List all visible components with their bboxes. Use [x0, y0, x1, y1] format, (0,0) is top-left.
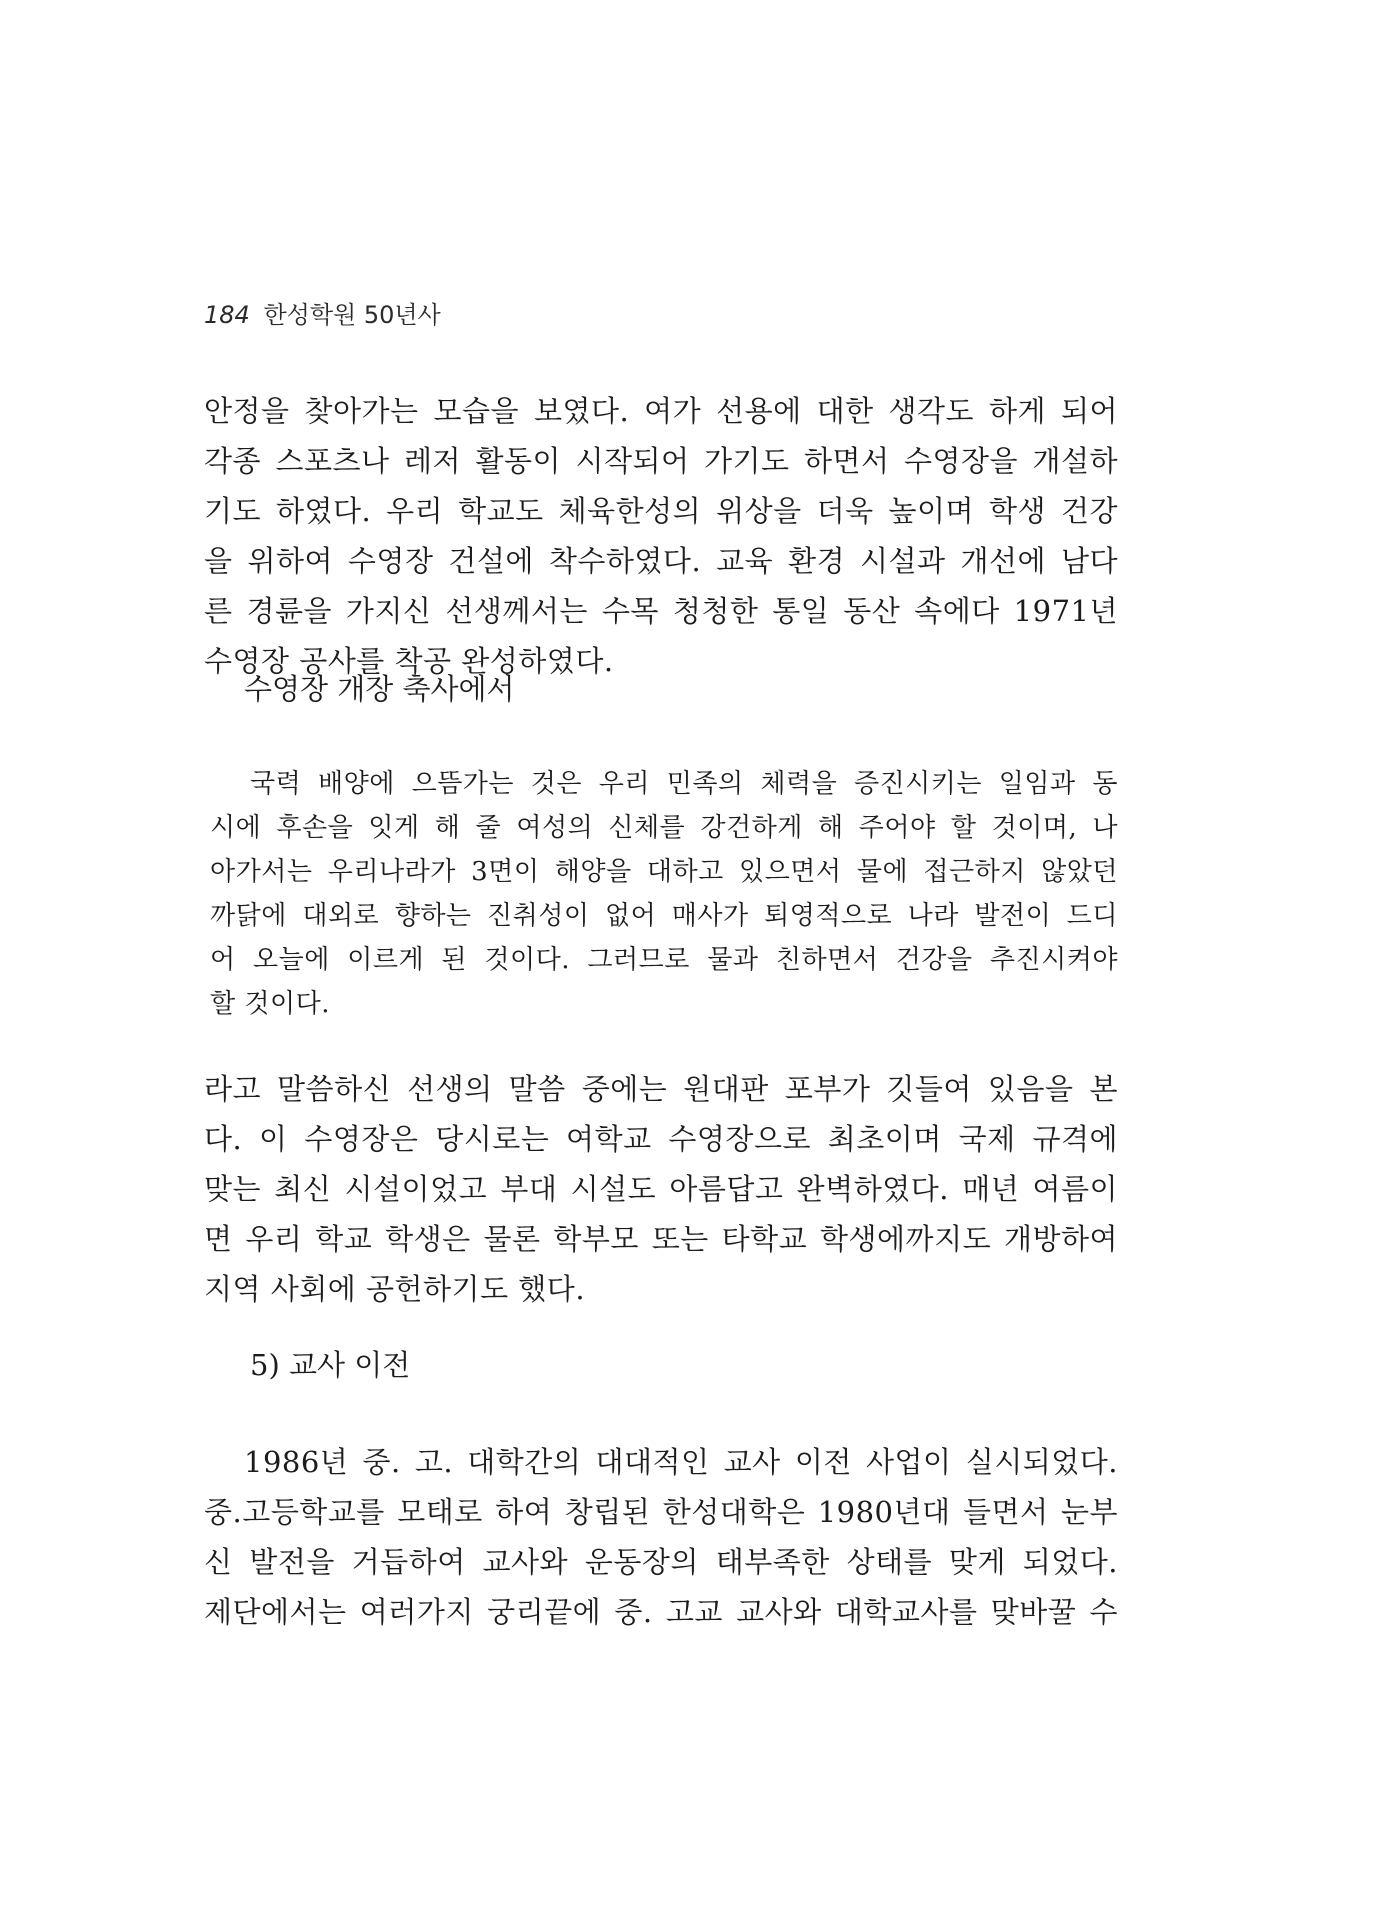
text-line: 맞는 최신 시설이었고 부대 시설도 아름답고 완벽하였다. 매년 여름이 [204, 1172, 1118, 1206]
running-header [204, 295, 441, 330]
text-line: 각종 스포츠나 레저 활동이 시작되어 가기도 하면서 수영장을 개설하 [204, 444, 1118, 478]
paragraph-building-relocation [204, 1437, 1118, 1637]
text-line: 라고 말씀하신 선생의 말씀 중에는 원대판 포부가 깃들여 있음을 본 [204, 1072, 1118, 1106]
paragraph-pool-construction [204, 386, 1118, 686]
text-line: 안정을 찾아가는 모습을 보였다. 여가 선용에 대한 생각도 하게 되어 [204, 394, 1118, 428]
text-line: 다. 이 수영장은 당시로는 여학교 수영장으로 최초이며 국제 규격에 [204, 1122, 1118, 1156]
text-line: 수영장 공사를 착공 완성하였다. [204, 644, 614, 678]
quote-line: 어 오늘에 이르게 된 것이다. 그러므로 물과 친하면서 건강을 추진시켜야 [210, 945, 1118, 975]
book-title: 한성학원 50년사 [263, 301, 441, 329]
quote-line: 아가서는 우리나라가 3면이 해양을 대하고 있으면서 물에 접근하지 않았던 [210, 857, 1118, 887]
text-line: 제단에서는 여러가지 궁리끝에 중. 고교 교사와 대학교사를 맞바꿀 수 [204, 1595, 1118, 1629]
text-line: 1986년 중. 고. 대학간의 대대적인 교사 이전 사업이 실시되었다. [244, 1445, 1118, 1479]
quote-caption: 수영장 개장 축사에서 [244, 672, 515, 706]
paragraph-pool-facility [204, 1064, 1118, 1314]
page-number: 184 [204, 301, 250, 329]
text-line: 기도 하였다. 우리 학교도 체육한성의 위상을 더욱 높이며 학생 건강 [204, 494, 1118, 528]
text-line: 지역 사회에 공헌하기도 했다. [204, 1272, 586, 1306]
block-quote-speech [210, 762, 1118, 1026]
quote-line: 시에 후손을 잇게 해 줄 여성의 신체를 강건하게 해 주어야 할 것이며, 나 [210, 813, 1118, 843]
text-line: 을 위하여 수영장 건설에 착수하였다. 교육 환경 시설과 개선에 남다 [204, 544, 1118, 578]
section-heading: 5) 교사 이전 [250, 1348, 411, 1382]
text-line: 신 발전을 거듭하여 교사와 운동장의 태부족한 상태를 맞게 되었다. [204, 1545, 1118, 1579]
text-line: 중.고등학교를 모태로 하여 창립된 한성대학은 1980년대 들면서 눈부 [204, 1495, 1118, 1529]
text-line: 면 우리 학교 학생은 물론 학부모 또는 타학교 학생에까지도 개방하여 [204, 1222, 1118, 1256]
quote-line: 까닭에 대외로 향하는 진취성이 없어 매사가 퇴영적으로 나라 발전이 드디 [210, 901, 1118, 931]
quote-line: 국력 배양에 으뜸가는 것은 우리 민족의 체력을 증진시키는 일임과 동 [250, 769, 1118, 799]
quote-line: 할 것이다. [210, 989, 330, 1019]
text-line: 른 경륜을 가지신 선생께서는 수목 청청한 통일 동산 속에다 1971년 [204, 594, 1118, 628]
